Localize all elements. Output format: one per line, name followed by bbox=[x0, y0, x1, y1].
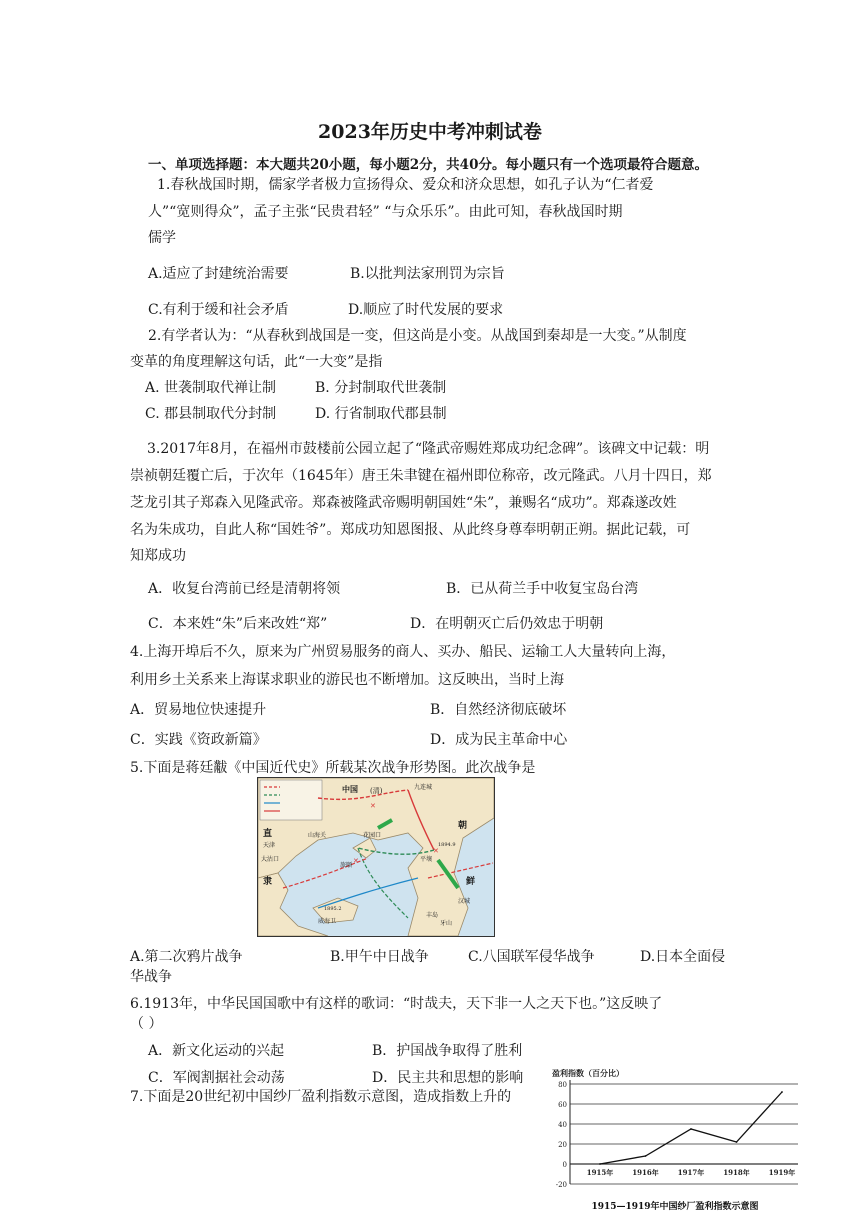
q4-option-c: C．实践《资政新篇》 bbox=[130, 732, 267, 748]
chart-ylabel: 盈利指数（百分比） bbox=[552, 1068, 624, 1078]
q2-line-1: 2.有学者认为：“从春秋到战国是一变，但这尚是小变。从战国到秦却是一大变。”从制度 bbox=[148, 328, 687, 344]
q1-line-1: 1.春秋战国时期，儒家学者极力宣扬得众、爱众和济众思想，如孔子认为“仁者爱 bbox=[157, 177, 654, 193]
page-title: 2023年历史中考冲刺试卷 bbox=[318, 121, 542, 143]
q1-line-2: 人”“宽则得众”，孟子主张“民贵君轻” “与众乐乐”。由此可知，春秋战国时期 bbox=[148, 204, 623, 220]
map-label-pyongyang: 平壤 bbox=[420, 856, 433, 863]
q2-option-d: D. 行省制取代郡县制 bbox=[315, 406, 447, 422]
map-label-weihaiwei: 威海卫 bbox=[318, 918, 337, 925]
map-label-zhi: 直 bbox=[263, 829, 273, 839]
map-label-china: 中国 bbox=[342, 784, 358, 794]
q5-option-d: D.日本全面侵 bbox=[640, 949, 726, 965]
svg-text:✕: ✕ bbox=[370, 802, 376, 810]
map-label-huayuankou: 花园口 bbox=[363, 832, 382, 839]
q5-option-d-cont: 华战争 bbox=[130, 969, 172, 985]
chart-point bbox=[690, 1128, 692, 1130]
chart-point bbox=[645, 1155, 647, 1157]
chart-ytick-label: 80 bbox=[558, 1081, 567, 1089]
q1-line-3: 儒学 bbox=[148, 230, 176, 246]
chart-xtick-label: 1915年 bbox=[586, 1168, 614, 1177]
q3-option-b: B．已从荷兰手中收复宝岛台湾 bbox=[446, 581, 639, 597]
war-situation-map bbox=[257, 777, 495, 937]
chart-point bbox=[599, 1163, 601, 1165]
map-label-li: 隶 bbox=[263, 877, 273, 887]
map-label-tianjin: 天津 bbox=[263, 842, 276, 849]
chart-ytick-label: 60 bbox=[558, 1101, 567, 1109]
chart-ytick-label: 40 bbox=[558, 1121, 567, 1129]
q3-option-a: A．收复台湾前已经是清朝将领 bbox=[148, 581, 341, 597]
q6-option-c: C．军阀割据社会动荡 bbox=[148, 1070, 285, 1086]
q2-line-2: 变革的角度理解这句话，此“一大变”是指 bbox=[130, 354, 383, 370]
q5-option-a: A.第二次鸦片战争 bbox=[130, 949, 243, 965]
q6-option-b: B．护国战争取得了胜利 bbox=[372, 1043, 523, 1059]
map-label-jiuliancheng: 九连城 bbox=[414, 784, 433, 791]
svg-text:✕: ✕ bbox=[353, 857, 359, 865]
q1-option-a: A.适应了封建统治需要 bbox=[148, 266, 289, 282]
q3-line-2: 崇祯朝廷覆亡后，于次年（1645年）唐王朱聿键在福州即位称帝，改元隆武。八月十四日，郑 bbox=[130, 468, 712, 484]
map-graphic bbox=[258, 778, 494, 936]
q6-option-a: A．新文化运动的兴起 bbox=[148, 1043, 285, 1059]
q3-line-1: 3.2017年8月，在福州市鼓楼前公园立起了“隆武帝赐姓郑成功纪念碑”。该碑文中记载：明 bbox=[147, 441, 710, 457]
q3-option-d: D．在明朝灭亡后仍效忠于明朝 bbox=[410, 616, 604, 632]
map-label-fengdao: 丰岛 bbox=[426, 912, 439, 919]
q3-line-3: 芝龙引其子郑森入见隆武帝。郑森被隆武帝赐明朝国姓“朱”，兼赐名“成功”。郑森遂改姓 bbox=[130, 495, 677, 511]
map-label-shanhaiguan: 山海关 bbox=[308, 832, 327, 839]
chart-title: 1915—1919年中国纱厂盈利指数示意图 bbox=[591, 1202, 759, 1212]
chart-point bbox=[736, 1141, 738, 1143]
q6-line-1: 6.1913年，中华民国国歌中有这样的歌词：“时哉夫，天下非一人之天下也。”这反映了 bbox=[130, 996, 663, 1012]
q2-option-c: C. 郡县制取代分封制 bbox=[145, 406, 277, 422]
q2-option-b: B. 分封制取代世袭制 bbox=[315, 380, 447, 396]
q3-line-4: 名为朱成功，自此人称“国姓爷”。郑成功知恩图报、从此终身尊奉明朝正朔。据此记载，可 bbox=[130, 522, 691, 538]
q5-line-1: 5.下面是蒋廷黻《中国近代史》所载某次战争形势图。此次战争是 bbox=[130, 760, 536, 776]
profit-index-chart bbox=[550, 1066, 800, 1214]
map-label-date-1: 1894.9 bbox=[438, 842, 456, 848]
section-heading: 一、单项选择题：本大题共20小题，每小题2分，共40分。每小题只有一个选项最符合题意。 bbox=[148, 157, 708, 173]
q6-line-2: （ ） bbox=[130, 1016, 163, 1032]
map-label-chao: 朝 bbox=[458, 821, 468, 831]
q3-line-5: 知郑成功 bbox=[130, 548, 186, 564]
chart-ytick-label: -20 bbox=[555, 1181, 567, 1189]
chart-svg bbox=[550, 1066, 800, 1214]
map-label-hanseong: 汉城 bbox=[458, 898, 471, 905]
q5-option-c: C.八国联军侵华战争 bbox=[468, 949, 595, 965]
map-label-yashan: 牙山 bbox=[440, 920, 453, 927]
chart-xtick-label: 1918年 bbox=[723, 1168, 750, 1177]
chart-point bbox=[781, 1091, 783, 1093]
q4-line-2: 利用乡土关系来上海谋求职业的游民也不断增加。这反映出，当时上海 bbox=[130, 672, 564, 688]
q2-option-a: A. 世袭制取代禅让制 bbox=[145, 380, 277, 396]
chart-series-line bbox=[600, 1092, 782, 1164]
map-label-lushun: 旅顺 bbox=[340, 862, 353, 869]
chart-ytick-label: 0 bbox=[562, 1161, 567, 1169]
q4-option-d: D．成为民主革命中心 bbox=[430, 732, 568, 748]
map-label-qing: (清) bbox=[370, 787, 383, 795]
map-label-xian: 鲜 bbox=[466, 877, 476, 887]
q4-option-a: A．贸易地位快速提升 bbox=[130, 702, 267, 718]
q1-option-d: D.顺应了时代发展的要求 bbox=[348, 302, 504, 318]
q5-option-b: B.甲午中日战争 bbox=[330, 949, 429, 965]
chart-xtick-label: 1917年 bbox=[677, 1168, 705, 1177]
q1-option-c: C.有利于缓和社会矛盾 bbox=[148, 302, 289, 318]
chart-ytick-label: 20 bbox=[558, 1141, 567, 1149]
q1-option-b: B.以批判法家刑罚为宗旨 bbox=[350, 266, 505, 282]
chart-xtick-label: 1919年 bbox=[768, 1168, 796, 1177]
q4-line-1: 4.上海开埠后不久，原来为广州贸易服务的商人、买办、船民、运输工人大量转向上海， bbox=[130, 644, 676, 660]
q7-line-1: 7.下面是20世纪初中国纱厂盈利指数示意图，造成指数上升的 bbox=[130, 1089, 512, 1105]
chart-xtick-label: 1916年 bbox=[632, 1168, 659, 1177]
q4-option-b: B．自然经济彻底破坏 bbox=[430, 702, 567, 718]
map-label-date-2: 1895.2 bbox=[324, 906, 342, 912]
map-label-dagukou: 大沽口 bbox=[261, 856, 280, 863]
q6-option-d: D．民主共和思想的影响 bbox=[372, 1070, 524, 1086]
q3-option-c: C．本来姓“朱”后来改姓“郑” bbox=[148, 616, 328, 632]
svg-text:✕: ✕ bbox=[433, 847, 439, 855]
